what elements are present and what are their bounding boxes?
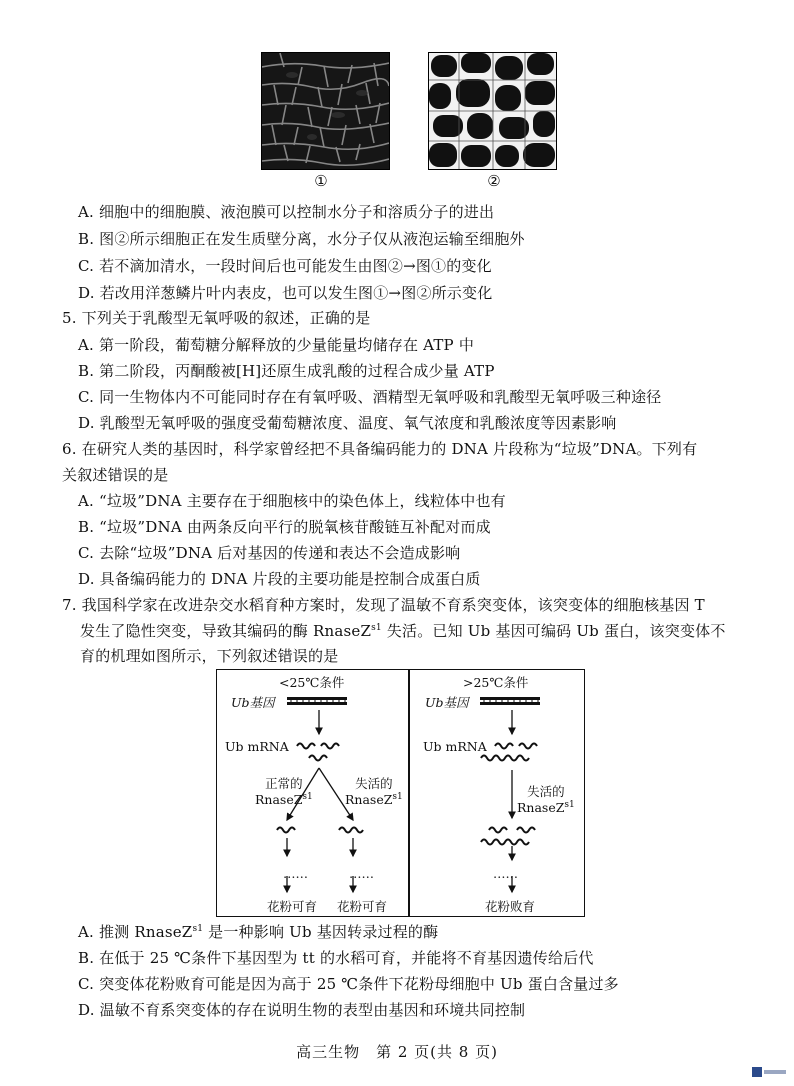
- inactive-enzyme-left-name: RnaseZ: [345, 792, 393, 808]
- right-dots: ……: [493, 866, 518, 881]
- normal-enzyme-name: RnaseZ: [255, 792, 303, 808]
- q7-option-c: C. 突变体花粉败育可能是因为高于 25 ℃条件下花粉母细胞中 Ub 蛋白含量过多: [78, 975, 619, 993]
- diagram-graphics: [217, 670, 584, 916]
- q7-option-a-pre: A. 推测 RnaseZ: [78, 923, 193, 941]
- q7-option-d: D. 温敏不育系突变体的存在说明生物的表型由基因和环境共同控制: [78, 1001, 526, 1019]
- q7-stem-2-text-a: 发生了隐性突变，导致其编码的酶 RnaseZ: [80, 622, 372, 640]
- fertile-label-2: 花粉可育: [337, 899, 388, 914]
- right-gene-label: Ub基因: [425, 695, 469, 710]
- q6-option-a: A. “垃圾”DNA 主要存在于细胞核中的染色体上，线粒体中也有: [78, 492, 506, 510]
- q7-option-a-sup: s1: [192, 924, 204, 934]
- q5-option-c: C. 同一生物体内不可能同时存在有氧呼吸、酒精型无氧呼吸和乳酸型无氧呼吸三种途径: [78, 388, 662, 406]
- normal-enzyme-line-1: 正常的: [265, 776, 303, 791]
- left-mrna-label: Ub mRNA: [225, 739, 289, 754]
- left-gene-bar: [287, 697, 347, 705]
- q5-option-a: A. 第一阶段，葡萄糖分解释放的少量能量均储存在 ATP 中: [78, 336, 475, 354]
- q6-stem-2: 关叙述错误的是: [62, 466, 169, 484]
- right-panel-title: >25℃条件: [463, 675, 529, 690]
- q7-option-b: B. 在低于 25 ℃条件下基因型为 tt 的水稻可育，并能将不育基因遗传给后代: [78, 949, 594, 967]
- q5-option-b: B. 第二阶段，丙酮酸被[H]还原生成乳酸的过程合成少量 ATP: [78, 362, 495, 380]
- watermark-logo: [752, 1066, 788, 1078]
- inactive-enzyme-right-name: RnaseZ: [517, 800, 565, 816]
- q7-stem-2-sup: s1: [371, 623, 382, 633]
- right-mrna-label: Ub mRNA: [423, 739, 487, 754]
- q6-option-b: B. “垃圾”DNA 由两条反向平行的脱氧核苷酸链互补配对而成: [78, 518, 491, 536]
- left-arrow-inactive: [319, 768, 353, 820]
- q6-option-d: D. 具备编码能力的 DNA 片段的主要功能是控制合成蛋白质: [78, 570, 481, 588]
- q6-option-c: C. 去除“垃圾”DNA 后对基因的传递和表达不会造成影响: [78, 544, 461, 562]
- inactive-enzyme-left-line-1: 失活的: [355, 776, 393, 791]
- q7-option-a-post: 是一种影响 Ub 基因转录过程的酶: [203, 923, 439, 941]
- right-gene-bar: [480, 697, 540, 705]
- q7-stem-3: 育的机理如图所示，下列叙述错误的是: [80, 647, 339, 665]
- inactive-enzyme-right-sup: s1: [564, 800, 575, 810]
- micrograph-1: [261, 52, 390, 170]
- q7-stem-1: 7. 我国科学家在改进杂交水稻育种方案时，发现了温敏不育系突变体，该突变体的细胞核基因 T: [62, 596, 705, 614]
- q4-option-d: D. 若改用洋葱鳞片叶内表皮，也可以发生图①→图②所示变化: [78, 284, 493, 302]
- q6-stem-1: 6. 在研究人类的基因时，科学家曾经把不具备编码能力的 DNA 片段称为“垃圾”DNA。下列有: [62, 440, 698, 458]
- q7-stem-2: [80, 620, 726, 641]
- q5-option-d: D. 乳酸型无氧呼吸的强度受葡萄糖浓度、温度、氧气浓度和乳酸浓度等因素影响: [78, 414, 617, 432]
- q4-option-c: C. 若不滴加清水，一段时间后也可能发生由图②→图①的变化: [78, 257, 492, 275]
- q5-stem: 5. 下列关于乳酸型无氧呼吸的叙述，正确的是: [62, 309, 371, 327]
- inactive-enzyme-right-line-1: 失活的: [527, 784, 565, 799]
- page-footer: 高三生物 第 2 页(共 8 页): [296, 1043, 498, 1061]
- left-gene-label: Ub基因: [231, 695, 275, 710]
- q7-option-a: [78, 921, 438, 942]
- figure-label-2: ②: [487, 172, 501, 190]
- q7-stem-2-text-b: 失活。已知 Ub 基因可编码 Ub 蛋白，该突变体不: [381, 622, 726, 640]
- q4-option-a: A. 细胞中的细胞膜、液泡膜可以控制水分子和溶质分子的进出: [78, 203, 495, 221]
- fertile-label-1: 花粉可育: [267, 899, 318, 914]
- left-arrow-normal: [287, 768, 319, 820]
- micrograph-2: [428, 52, 557, 170]
- sterile-label: 花粉败育: [485, 899, 536, 914]
- left-dots-1: ……: [283, 866, 308, 881]
- mrna-squiggles: [277, 744, 537, 845]
- q4-option-b: B. 图②所示细胞正在发生质壁分离，水分子仅从液泡运输至细胞外: [78, 230, 525, 248]
- normal-enzyme-sup: s1: [302, 792, 313, 802]
- mechanism-diagram: [216, 669, 585, 917]
- inactive-enzyme-left-sup: s1: [392, 792, 403, 802]
- left-dots-2: ……: [349, 866, 374, 881]
- figure-label-1: ①: [314, 172, 328, 190]
- left-panel-title: <25℃条件: [279, 675, 345, 690]
